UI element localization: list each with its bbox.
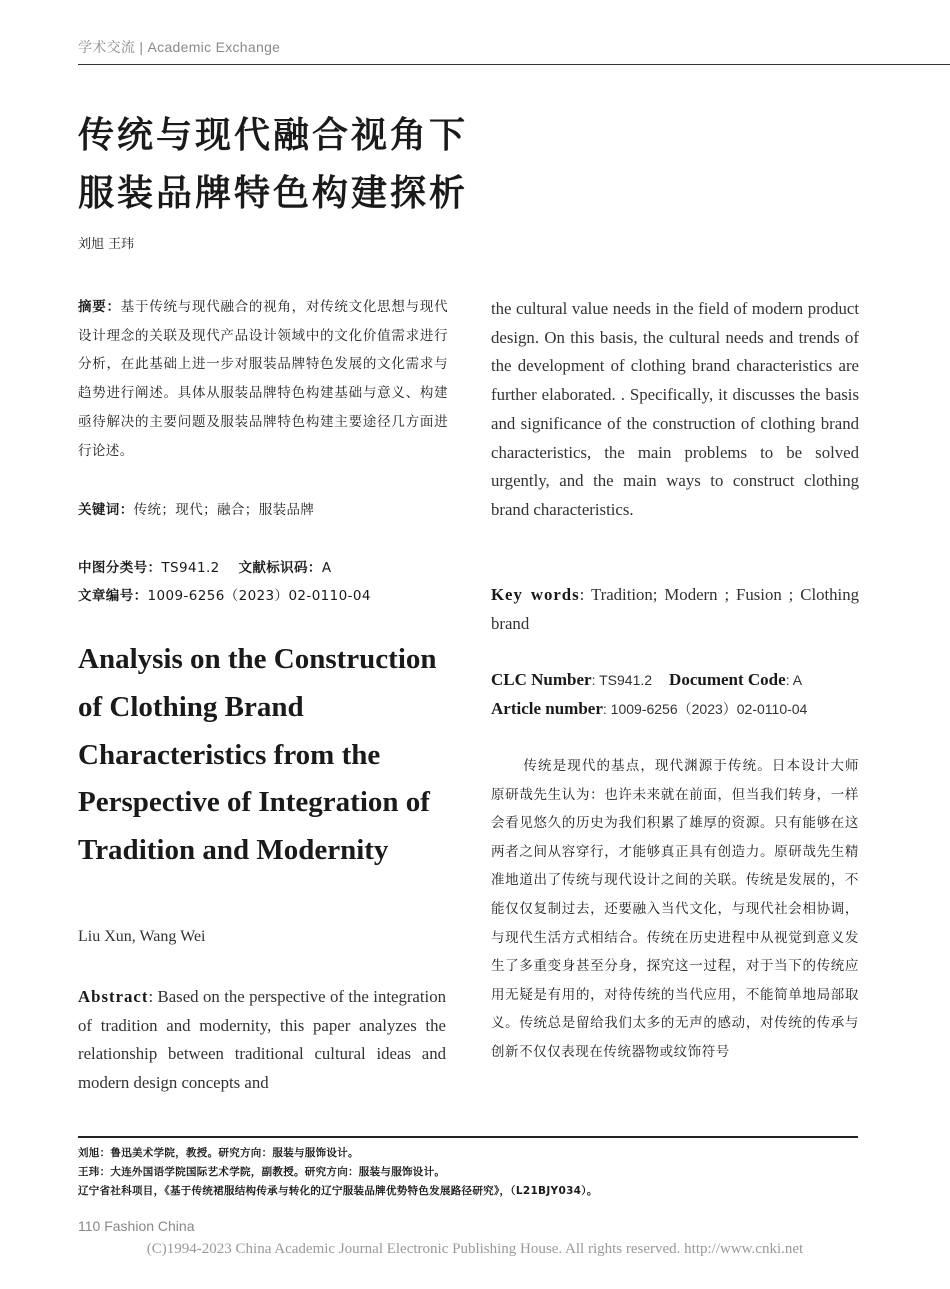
chinese-clc-label: 中图分类号： (78, 560, 162, 576)
chinese-title-line-1: 传统与现代融合视角下 (78, 115, 469, 156)
english-doc-code-label: Document Code (669, 670, 786, 689)
chinese-article-no-label: 文章编号： (78, 588, 148, 604)
chinese-article-number (78, 584, 371, 604)
english-abstract-text-1: : Based on the perspective of the integration of tradition and modernity, this paper analyzes the relationship between traditional cultural ideas and modern design concepts and (78, 987, 446, 1093)
english-title: Analysis on the Construction of Clothing Brand Characteristics from the Perspective of Integration of Tradition and Modernity (78, 643, 437, 867)
english-article-no-label: Article number (491, 699, 603, 718)
chinese-keywords (78, 498, 314, 518)
chinese-title (78, 107, 498, 223)
chinese-doc-code-label: 文献标识码： (238, 560, 322, 576)
chinese-keywords-text: 传统；现代；融合；服装品牌 (133, 502, 315, 518)
chinese-keywords-label: 关键词： (78, 502, 134, 518)
chinese-doc-code-value: A (321, 560, 332, 576)
chinese-article-no-value: 1009-6256（2023）02-0110-04 (147, 588, 371, 604)
header-divider (78, 64, 950, 65)
chinese-abstract-text: 基于传统与现代融合的视角，对传统文化思想与现代设计理念的关联及现代产品设计领域中的文化价值需求进行分析，在此基础上进一步对服装品牌特色发展的文化需求与趋势进行阐述。具体从服装品牌特色构建基础与意义、构建亟待解决的主要问题及服装品牌特色构建主要途径几方面进行论述。 (78, 299, 448, 459)
section-header: 学术交流 | Academic Exchange (78, 39, 281, 55)
footnote-author-2: 王玮：大连外国语学院国际艺术学院，副教授。研究方向：服装与服饰设计。 (78, 1166, 446, 1178)
chinese-abstract-label: 摘要： (78, 299, 121, 315)
english-doc-code-value: : A (785, 672, 803, 688)
english-clc-label: CLC Number (491, 670, 592, 689)
english-classification (491, 670, 802, 690)
chinese-authors: 刘旭 王玮 (78, 237, 135, 252)
footnote-funding: 辽宁省社科项目，《基于传统裙服结构传承与转化的辽宁服装品牌优势特色发展路径研究》，（L21BJY034）。 (78, 1185, 598, 1197)
chinese-clc-value: TS941.2 (161, 560, 220, 576)
english-abstract-label: Abstract (78, 987, 149, 1006)
english-article-number (491, 699, 807, 719)
footnote-author-1: 刘旭：鲁迅美术学院，教授。研究方向：服装与服饰设计。 (78, 1147, 359, 1159)
english-authors: Liu Xun, Wang Wei (78, 928, 206, 945)
chinese-abstract (78, 293, 448, 465)
english-keywords-label: Key words (491, 585, 580, 604)
footnote-divider (78, 1136, 858, 1138)
body-paragraph: 传统是现代的基点，现代渊源于传统。日本设计大师原研哉先生认为：也许未来就在前面，但当我们转身，一样会看见悠久的历史为我们积累了雄厚的资源。只有能够在这两者之间从容穿行，才能够真正具有创造力。原研哉先生精准地道出了传统与现代设计之间的关联。传统是发展的，不能仅仅复制过去，还要融入当代文化，与现代社会相协调，与现代生活方式相结合。传统在历史进程中从视觉到意义发生了多重变身甚至分身，探究这一过程，对于当下的传统应用无疑是有用的，对待传统的当代应用，不能简单地局部取义。传统总是留给我们太多的无声的感动，对传统的传承与创新不仅仅表现在传统器物或纹饰符号 (491, 758, 859, 1060)
chinese-title-line-2: 服装品牌特色构建探析 (78, 173, 469, 214)
english-article-no-value: : 1009-6256（2023）02-0110-04 (602, 701, 808, 717)
english-abstract-part-2: the cultural value needs in the field of modern product design. On this basis, the cultural needs and trends of the development of clothing brand characteristics are further elaborated. . Specifically, it discusses the basis and significance of the construction of clothing brand characteristics, the main problems to be solved urgently, and the main ways to construct clothing brand characteristics. (491, 299, 859, 519)
copyright-notice: (C)1994-2023 China Academic Journal Electronic Publishing House. All rights reserved. http://www.cnki.net (146, 1241, 804, 1257)
english-clc-value: : TS941.2 (591, 672, 653, 688)
chinese-classification (78, 556, 331, 576)
english-abstract-part-1 (78, 983, 446, 1098)
page-footer: 110 Fashion China (78, 1218, 195, 1234)
english-keywords-text: : Tradition; Modern ; Fusion ; Clothing brand (491, 585, 859, 633)
english-keywords (491, 581, 859, 638)
